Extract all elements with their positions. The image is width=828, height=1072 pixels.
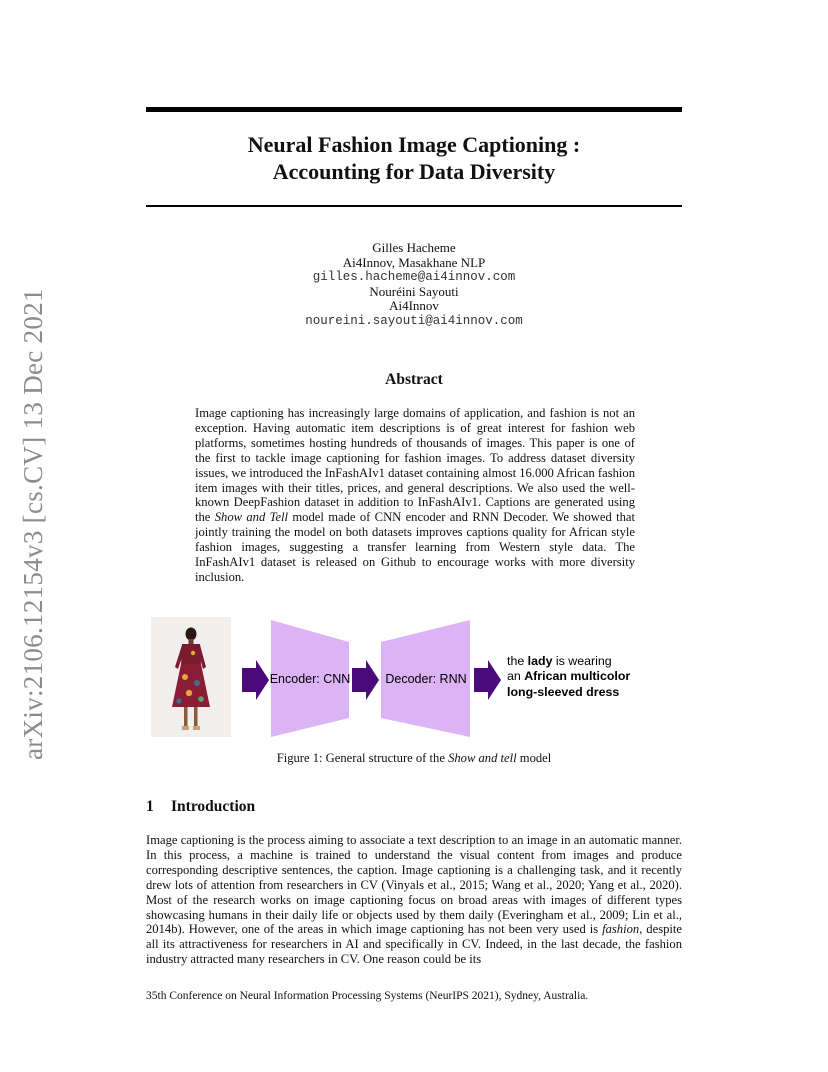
intro-text-part: , despite all its attractiveness for researchers in AI and specifically in CV. Indeed, in the last decade, the fashion industry attracted many researchers in CV. One reason could be its: [146, 922, 682, 967]
author-affiliation: Ai4Innov, Masakhane NLP: [342, 254, 486, 270]
intro-emphasis: fashion: [602, 922, 640, 937]
arrow-to-output-icon: [474, 660, 501, 700]
paper-title: [146, 131, 682, 185]
figure-caption-part: model: [516, 751, 552, 765]
author-email[interactable]: gilles.hacheme@ai4innov.com: [312, 270, 516, 285]
figure-caption: [146, 751, 682, 766]
section-title: Introduction: [171, 798, 256, 815]
figure-dress-photo: [151, 617, 231, 737]
conference-footer: 35th Conference on Neural Information Processing Systems (NeurIPS 2021), Sydney, Australia.: [146, 990, 589, 1002]
section-heading: [146, 798, 255, 816]
output-word-bold: lady: [527, 654, 553, 668]
abstract-text-part: Image captioning has increasingly large domains of application, and fashion is not an exception. Having automatic item descriptions is of great interest for fashion web platforms, sometimes hosting hundreds of thousands of images. This paper is one of the first to tackle image captioning for fashion images. To address dataset diversity issues, we introduced the InFashAIv1 dataset containing almost 16.000 African fashion item images with their titles, prices, and general descriptions. We also used the well-known DeepFashion dataset in addition to InFashAIv1. Captions are generated using the: [195, 406, 635, 525]
title-top-rule: [146, 107, 682, 112]
encoder-label: Encoder: CNN: [269, 672, 351, 686]
title-line-2: Accounting for Data Diversity: [272, 159, 556, 184]
section-number: 1: [146, 798, 154, 815]
author-name: Nouréini Sayouti: [369, 283, 459, 299]
intro-text-part: Image captioning is the process aiming to associate a text description to an image in an automatic manner. In this process, a machine is trained to understand the visual content from images and produce corresponding descriptive sentences, the caption. Image captioning is a challenging task, and it recently drew lots of attention from researchers in CV (Vinyals et al., 2015; Wang et al., 2020; Yang et al., 2020). Most of the research works on image captioning focus on broad areas with images of different types showcasing humans in their daily life or objects used by them daily (Everingham et al., 2009; Lin et al., 2014b). However, one of the areas in which image captioning has not been very used is: [146, 833, 682, 937]
output-word-bold: long-sleeved dress: [507, 684, 620, 699]
abstract-model-name: Show and Tell: [214, 510, 289, 525]
abstract-text: [195, 406, 635, 585]
output-word: an: [507, 669, 525, 684]
title-line-1: Neural Fashion Image Captioning :: [247, 132, 581, 157]
abstract-text-part: model made of CNN encoder and RNN Decoder. We showed that jointly training the model on both datasets improves captions quality for African style fashion images, suggesting a transfer learning from Western style data. The InFashAIv1 dataset is released on Github to encourage works with more diversity inclusion.: [195, 510, 635, 584]
abstract-heading: Abstract: [385, 371, 443, 388]
decoder-label: Decoder: RNN: [385, 672, 467, 686]
output-word-bold: African multicolor: [524, 669, 631, 684]
author-email[interactable]: noureini.sayouti@ai4innov.com: [305, 313, 523, 328]
figure-caption-part: Figure 1: General structure of the: [276, 751, 449, 765]
dress-figure-illustration: [151, 617, 231, 737]
figure-output-caption: [507, 654, 677, 700]
figure-caption-model: Show and tell: [448, 751, 517, 765]
arrow-to-encoder-icon: [242, 660, 269, 700]
introduction-paragraph: [146, 833, 682, 967]
output-word: the: [507, 654, 528, 668]
author-name: Gilles Hacheme: [372, 240, 456, 255]
title-bottom-rule: [146, 205, 682, 207]
output-word: is wearing: [552, 654, 612, 668]
arrow-to-decoder-icon: [352, 660, 379, 700]
arxiv-stamp: arXiv:2106.12154v3 [cs.CV] 13 Dec 2021: [18, 288, 48, 760]
author-affiliation: Ai4Innov: [389, 298, 439, 314]
author-block: [146, 241, 682, 329]
